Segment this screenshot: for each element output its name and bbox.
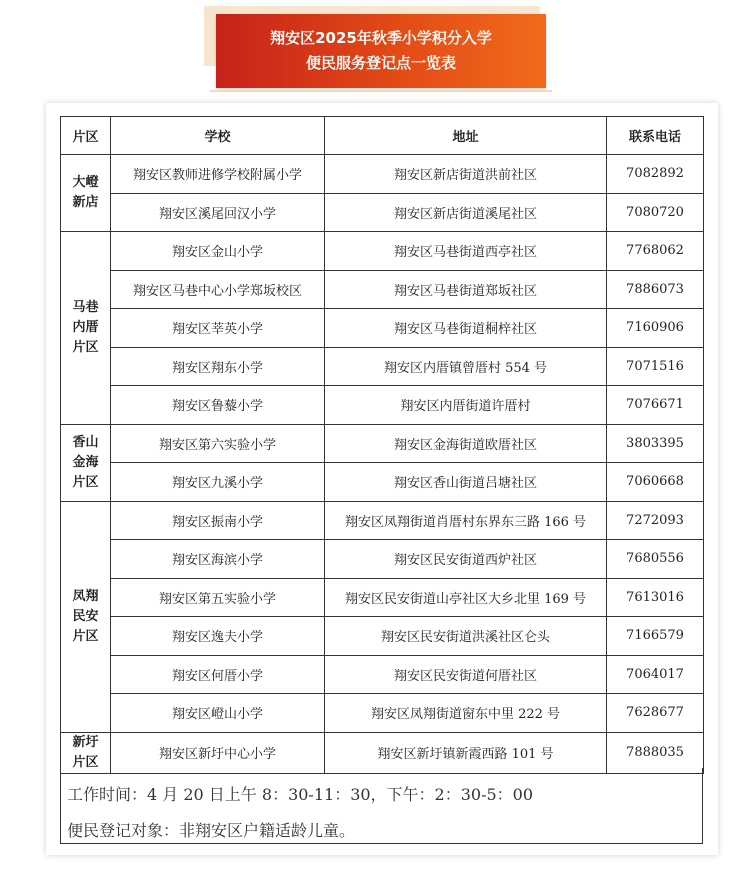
phone-cell: 7628677	[607, 694, 704, 733]
table-row	[61, 617, 704, 656]
table-row	[61, 386, 704, 425]
table-row	[61, 463, 704, 502]
table-row	[61, 347, 704, 386]
address-cell: 翔安区新圩镇新霞西路 101 号	[325, 732, 607, 773]
header-row	[61, 117, 704, 155]
district-cell: 马巷 内厝 片区	[61, 232, 111, 425]
address-cell: 翔安区马巷街道桐梓社区	[325, 309, 607, 348]
address-cell: 翔安区凤翔街道肖厝村东界东三路 166 号	[325, 501, 607, 540]
address-cell: 翔安区民安街道山亭社区大乡北里 169 号	[325, 578, 607, 617]
phone-cell: 7166579	[607, 617, 704, 656]
phone-cell: 7064017	[607, 655, 704, 694]
district-cell: 大嶝 新店	[61, 155, 111, 232]
phone-cell: 7060668	[607, 463, 704, 502]
school-cell: 翔安区何厝小学	[111, 655, 325, 694]
banner-underline	[210, 90, 552, 92]
school-cell: 翔安区振南小学	[111, 501, 325, 540]
table-row	[61, 193, 704, 232]
phone-cell: 7680556	[607, 540, 704, 579]
school-cell: 翔安区金山小学	[111, 232, 325, 271]
address-cell: 翔安区马巷街道郑坂社区	[325, 270, 607, 309]
phone-cell: 7071516	[607, 347, 704, 386]
working-hours-text: 工作时间：4 月 20 日上午 8：30-11：30，下午：2：30-5：00	[67, 785, 534, 804]
phone-cell: 7082892	[607, 155, 704, 194]
header-school: 学校	[111, 117, 325, 155]
title-line-2: 便民服务登记点一览表	[305, 54, 456, 72]
school-cell: 翔安区海滨小学	[111, 540, 325, 579]
address-cell: 翔安区凤翔街道窗东中里 222 号	[325, 694, 607, 733]
address-cell: 翔安区马巷街道西亭社区	[325, 232, 607, 271]
address-cell: 翔安区民安街道西炉社区	[325, 540, 607, 579]
phone-cell: 7076671	[607, 386, 704, 425]
title-banner	[216, 14, 546, 88]
address-cell: 翔安区新店街道溪尾社区	[325, 193, 607, 232]
table-row	[61, 309, 704, 348]
phone-cell: 7768062	[607, 232, 704, 271]
registration-table	[60, 116, 704, 774]
table-row	[61, 270, 704, 309]
school-cell: 翔安区鲁藜小学	[111, 386, 325, 425]
school-cell: 翔安区第六实验小学	[111, 424, 325, 463]
school-cell: 翔安区教师进修学校附属小学	[111, 155, 325, 194]
table-row	[61, 732, 704, 773]
district-cell: 新圩 片区	[61, 732, 111, 773]
header-phone: 联系电话	[607, 117, 704, 155]
address-cell: 翔安区内厝镇曾厝村 554 号	[325, 347, 607, 386]
table-row	[61, 694, 704, 733]
school-cell: 翔安区翔东小学	[111, 347, 325, 386]
phone-cell: 7886073	[607, 270, 704, 309]
school-cell: 翔安区马巷中心小学郑坂校区	[111, 270, 325, 309]
school-cell: 翔安区逸夫小学	[111, 617, 325, 656]
phone-cell: 7888035	[607, 732, 704, 773]
registration-target-text: 便民登记对象：非翔安区户籍适龄儿童。	[67, 821, 356, 840]
address-cell: 翔安区民安街道何厝社区	[325, 655, 607, 694]
phone-cell: 7272093	[607, 501, 704, 540]
footer-notes	[60, 768, 703, 844]
phone-cell: 7613016	[607, 578, 704, 617]
address-cell: 翔安区民安街道洪溪社区仑头	[325, 617, 607, 656]
table-row	[61, 540, 704, 579]
address-cell: 翔安区金海街道欧厝社区	[325, 424, 607, 463]
district-cell: 香山 金海 片区	[61, 424, 111, 501]
table-row	[61, 424, 704, 463]
phone-cell: 7160906	[607, 309, 704, 348]
school-cell: 翔安区莘英小学	[111, 309, 325, 348]
table-row	[61, 578, 704, 617]
table-row	[61, 655, 704, 694]
phone-cell: 3803395	[607, 424, 704, 463]
school-cell: 翔安区第五实验小学	[111, 578, 325, 617]
address-cell: 翔安区新店街道洪前社区	[325, 155, 607, 194]
school-cell: 翔安区新圩中心小学	[111, 732, 325, 773]
phone-cell: 7080720	[607, 193, 704, 232]
header-address: 地址	[325, 117, 607, 155]
district-cell: 凤翔 民安 片区	[61, 501, 111, 732]
school-cell: 翔安区溪尾回汉小学	[111, 193, 325, 232]
table-row	[61, 501, 704, 540]
table-row	[61, 232, 704, 271]
school-cell: 翔安区九溪小学	[111, 463, 325, 502]
address-cell: 翔安区内厝街道许厝村	[325, 386, 607, 425]
title-line-1: 翔安区2025年秋季小学积分入学	[270, 29, 492, 47]
header-district: 片区	[61, 117, 111, 155]
address-cell: 翔安区香山街道吕塘社区	[325, 463, 607, 502]
school-cell: 翔安区嶝山小学	[111, 694, 325, 733]
table-row	[61, 155, 704, 194]
